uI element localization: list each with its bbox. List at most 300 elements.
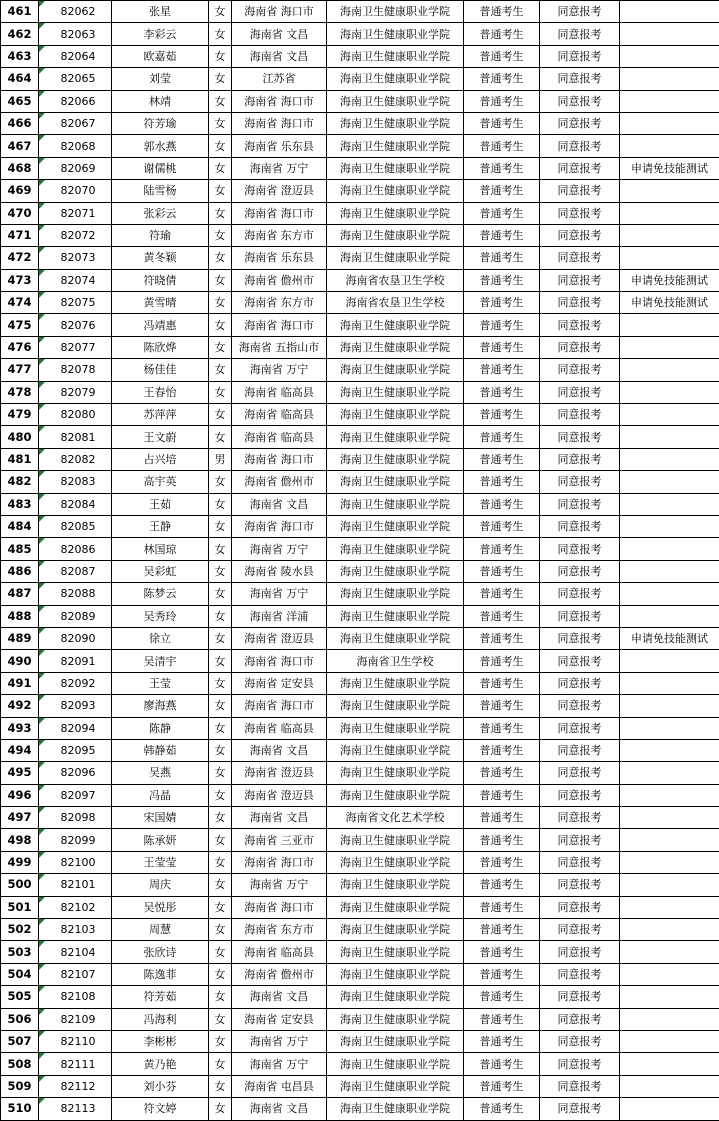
type-cell[interactable]: 普通考生 xyxy=(464,493,540,515)
seq-cell[interactable]: 504 xyxy=(1,963,39,985)
id-cell[interactable] xyxy=(39,941,112,963)
seq-cell[interactable]: 476 xyxy=(1,336,39,358)
type-cell[interactable]: 普通考生 xyxy=(464,314,540,336)
type-cell[interactable]: 普通考生 xyxy=(464,1,540,23)
id-cell[interactable] xyxy=(39,672,112,694)
seq-cell[interactable]: 495 xyxy=(1,762,39,784)
consent-cell[interactable]: 同意报考 xyxy=(540,605,620,627)
type-cell[interactable]: 普通考生 xyxy=(464,896,540,918)
school-cell[interactable]: 海南卫生健康职业学院 xyxy=(327,829,464,851)
id-cell[interactable] xyxy=(39,135,112,157)
consent-cell[interactable]: 同意报考 xyxy=(540,448,620,470)
id-cell[interactable] xyxy=(39,560,112,582)
school-cell[interactable]: 海南卫生健康职业学院 xyxy=(327,851,464,873)
gender-cell[interactable]: 女 xyxy=(209,941,232,963)
id-cell[interactable] xyxy=(39,1053,112,1075)
id-cell[interactable] xyxy=(39,247,112,269)
region-cell[interactable]: 海南省 临高县 xyxy=(232,717,327,739)
id-cell[interactable] xyxy=(39,1008,112,1030)
type-cell[interactable]: 普通考生 xyxy=(464,717,540,739)
school-cell[interactable]: 海南卫生健康职业学院 xyxy=(327,90,464,112)
note-cell[interactable] xyxy=(620,739,719,761)
gender-cell[interactable]: 女 xyxy=(209,224,232,246)
consent-cell[interactable]: 同意报考 xyxy=(540,157,620,179)
region-cell[interactable]: 海南省 文昌 xyxy=(232,45,327,67)
school-cell[interactable]: 海南卫生健康职业学院 xyxy=(327,986,464,1008)
id-cell[interactable] xyxy=(39,359,112,381)
name-cell[interactable]: 张彩云 xyxy=(112,202,209,224)
name-cell[interactable]: 符晓倩 xyxy=(112,269,209,291)
seq-cell[interactable]: 479 xyxy=(1,404,39,426)
region-cell[interactable]: 海南省 陵水县 xyxy=(232,560,327,582)
gender-cell[interactable]: 女 xyxy=(209,874,232,896)
id-cell[interactable] xyxy=(39,1030,112,1052)
region-cell[interactable]: 海南省 海口市 xyxy=(232,1,327,23)
gender-cell[interactable]: 女 xyxy=(209,650,232,672)
region-cell[interactable]: 海南省 屯昌县 xyxy=(232,1075,327,1097)
gender-cell[interactable]: 女 xyxy=(209,426,232,448)
note-cell[interactable] xyxy=(620,605,719,627)
id-cell[interactable] xyxy=(39,627,112,649)
type-cell[interactable]: 普通考生 xyxy=(464,829,540,851)
consent-cell[interactable]: 同意报考 xyxy=(540,112,620,134)
consent-cell[interactable]: 同意报考 xyxy=(540,807,620,829)
region-cell[interactable]: 海南省 三亚市 xyxy=(232,829,327,851)
type-cell[interactable]: 普通考生 xyxy=(464,919,540,941)
name-cell[interactable]: 林靖 xyxy=(112,90,209,112)
name-cell[interactable]: 王文蔚 xyxy=(112,426,209,448)
name-cell[interactable]: 占兴培 xyxy=(112,448,209,470)
seq-cell[interactable]: 467 xyxy=(1,135,39,157)
id-cell[interactable] xyxy=(39,68,112,90)
name-cell[interactable]: 冯晶 xyxy=(112,784,209,806)
school-cell[interactable]: 海南卫生健康职业学院 xyxy=(327,896,464,918)
consent-cell[interactable]: 同意报考 xyxy=(540,45,620,67)
name-cell[interactable]: 张欣诗 xyxy=(112,941,209,963)
type-cell[interactable]: 普通考生 xyxy=(464,269,540,291)
consent-cell[interactable]: 同意报考 xyxy=(540,269,620,291)
name-cell[interactable]: 刘莹 xyxy=(112,68,209,90)
type-cell[interactable]: 普通考生 xyxy=(464,247,540,269)
consent-cell[interactable]: 同意报考 xyxy=(540,292,620,314)
region-cell[interactable]: 海南省 五指山市 xyxy=(232,336,327,358)
type-cell[interactable]: 普通考生 xyxy=(464,90,540,112)
gender-cell[interactable]: 女 xyxy=(209,1,232,23)
type-cell[interactable]: 普通考生 xyxy=(464,224,540,246)
note-cell[interactable] xyxy=(620,426,719,448)
seq-cell[interactable]: 503 xyxy=(1,941,39,963)
gender-cell[interactable]: 女 xyxy=(209,68,232,90)
id-cell[interactable] xyxy=(39,112,112,134)
consent-cell[interactable]: 同意报考 xyxy=(540,919,620,941)
school-cell[interactable]: 海南卫生健康职业学院 xyxy=(327,68,464,90)
region-cell[interactable]: 海南省 乐东县 xyxy=(232,247,327,269)
school-cell[interactable]: 海南卫生健康职业学院 xyxy=(327,381,464,403)
name-cell[interactable]: 王茹 xyxy=(112,493,209,515)
region-cell[interactable]: 海南省 定安县 xyxy=(232,672,327,694)
name-cell[interactable]: 韩静茹 xyxy=(112,739,209,761)
seq-cell[interactable]: 501 xyxy=(1,896,39,918)
region-cell[interactable]: 海南省 文昌 xyxy=(232,493,327,515)
seq-cell[interactable]: 499 xyxy=(1,851,39,873)
note-cell[interactable] xyxy=(620,336,719,358)
school-cell[interactable]: 海南卫生健康职业学院 xyxy=(327,404,464,426)
region-cell[interactable]: 海南省 东方市 xyxy=(232,292,327,314)
type-cell[interactable]: 普通考生 xyxy=(464,292,540,314)
note-cell[interactable] xyxy=(620,1053,719,1075)
seq-cell[interactable]: 474 xyxy=(1,292,39,314)
gender-cell[interactable]: 女 xyxy=(209,359,232,381)
note-cell[interactable] xyxy=(620,874,719,896)
gender-cell[interactable]: 女 xyxy=(209,202,232,224)
id-cell[interactable] xyxy=(39,807,112,829)
seq-cell[interactable]: 490 xyxy=(1,650,39,672)
type-cell[interactable]: 普通考生 xyxy=(464,23,540,45)
school-cell[interactable]: 海南卫生健康职业学院 xyxy=(327,627,464,649)
school-cell[interactable]: 海南卫生健康职业学院 xyxy=(327,672,464,694)
type-cell[interactable]: 普通考生 xyxy=(464,1053,540,1075)
gender-cell[interactable]: 女 xyxy=(209,963,232,985)
consent-cell[interactable]: 同意报考 xyxy=(540,515,620,537)
region-cell[interactable]: 海南省 澄迈县 xyxy=(232,180,327,202)
note-cell[interactable] xyxy=(620,650,719,672)
region-cell[interactable]: 海南省 文昌 xyxy=(232,739,327,761)
school-cell[interactable]: 海南省农垦卫生学校 xyxy=(327,269,464,291)
name-cell[interactable]: 陈梦云 xyxy=(112,583,209,605)
name-cell[interactable]: 周慧 xyxy=(112,919,209,941)
school-cell[interactable]: 海南卫生健康职业学院 xyxy=(327,45,464,67)
name-cell[interactable]: 张星 xyxy=(112,1,209,23)
school-cell[interactable]: 海南卫生健康职业学院 xyxy=(327,762,464,784)
name-cell[interactable]: 冯海利 xyxy=(112,1008,209,1030)
seq-cell[interactable]: 472 xyxy=(1,247,39,269)
gender-cell[interactable]: 女 xyxy=(209,583,232,605)
note-cell[interactable] xyxy=(620,807,719,829)
id-cell[interactable] xyxy=(39,739,112,761)
id-cell[interactable] xyxy=(39,1098,112,1120)
consent-cell[interactable]: 同意报考 xyxy=(540,963,620,985)
name-cell[interactable]: 吴清宇 xyxy=(112,650,209,672)
region-cell[interactable]: 江苏省 xyxy=(232,68,327,90)
note-cell[interactable] xyxy=(620,68,719,90)
name-cell[interactable]: 符芳茹 xyxy=(112,986,209,1008)
id-cell[interactable] xyxy=(39,90,112,112)
note-cell[interactable] xyxy=(620,1008,719,1030)
school-cell[interactable]: 海南卫生健康职业学院 xyxy=(327,739,464,761)
region-cell[interactable]: 海南省 澄迈县 xyxy=(232,784,327,806)
gender-cell[interactable]: 女 xyxy=(209,717,232,739)
region-cell[interactable]: 海南省 洋浦 xyxy=(232,605,327,627)
name-cell[interactable]: 符芳瑜 xyxy=(112,112,209,134)
type-cell[interactable]: 普通考生 xyxy=(464,381,540,403)
region-cell[interactable]: 海南省 万宁 xyxy=(232,583,327,605)
seq-cell[interactable]: 509 xyxy=(1,1075,39,1097)
gender-cell[interactable]: 女 xyxy=(209,829,232,851)
gender-cell[interactable]: 女 xyxy=(209,135,232,157)
seq-cell[interactable]: 480 xyxy=(1,426,39,448)
seq-cell[interactable]: 485 xyxy=(1,538,39,560)
gender-cell[interactable]: 女 xyxy=(209,739,232,761)
consent-cell[interactable]: 同意报考 xyxy=(540,23,620,45)
region-cell[interactable]: 海南省 海口市 xyxy=(232,650,327,672)
gender-cell[interactable]: 女 xyxy=(209,157,232,179)
gender-cell[interactable]: 女 xyxy=(209,23,232,45)
note-cell[interactable] xyxy=(620,1098,719,1120)
consent-cell[interactable]: 同意报考 xyxy=(540,695,620,717)
consent-cell[interactable]: 同意报考 xyxy=(540,180,620,202)
note-cell[interactable] xyxy=(620,314,719,336)
id-cell[interactable] xyxy=(39,426,112,448)
id-cell[interactable] xyxy=(39,896,112,918)
region-cell[interactable]: 海南省 文昌 xyxy=(232,986,327,1008)
school-cell[interactable]: 海南省文化艺术学校 xyxy=(327,807,464,829)
region-cell[interactable]: 海南省 海口市 xyxy=(232,90,327,112)
note-cell[interactable]: 申请免技能测试 xyxy=(620,157,719,179)
school-cell[interactable]: 海南卫生健康职业学院 xyxy=(327,112,464,134)
region-cell[interactable]: 海南省 海口市 xyxy=(232,314,327,336)
consent-cell[interactable]: 同意报考 xyxy=(540,1030,620,1052)
note-cell[interactable] xyxy=(620,23,719,45)
region-cell[interactable]: 海南省 万宁 xyxy=(232,538,327,560)
id-cell[interactable] xyxy=(39,224,112,246)
region-cell[interactable]: 海南省 临高县 xyxy=(232,941,327,963)
consent-cell[interactable]: 同意报考 xyxy=(540,560,620,582)
gender-cell[interactable]: 女 xyxy=(209,1075,232,1097)
region-cell[interactable]: 海南省 文昌 xyxy=(232,807,327,829)
id-cell[interactable] xyxy=(39,493,112,515)
school-cell[interactable]: 海南卫生健康职业学院 xyxy=(327,1030,464,1052)
consent-cell[interactable]: 同意报考 xyxy=(540,941,620,963)
school-cell[interactable]: 海南卫生健康职业学院 xyxy=(327,314,464,336)
consent-cell[interactable]: 同意报考 xyxy=(540,896,620,918)
note-cell[interactable] xyxy=(620,1,719,23)
gender-cell[interactable]: 女 xyxy=(209,1098,232,1120)
id-cell[interactable] xyxy=(39,538,112,560)
type-cell[interactable]: 普通考生 xyxy=(464,627,540,649)
note-cell[interactable] xyxy=(620,135,719,157)
seq-cell[interactable]: 475 xyxy=(1,314,39,336)
note-cell[interactable] xyxy=(620,359,719,381)
consent-cell[interactable]: 同意报考 xyxy=(540,381,620,403)
name-cell[interactable]: 陈承妍 xyxy=(112,829,209,851)
region-cell[interactable]: 海南省 海口市 xyxy=(232,448,327,470)
gender-cell[interactable]: 女 xyxy=(209,90,232,112)
name-cell[interactable]: 黄雪晴 xyxy=(112,292,209,314)
name-cell[interactable]: 陆雪杨 xyxy=(112,180,209,202)
consent-cell[interactable]: 同意报考 xyxy=(540,538,620,560)
school-cell[interactable]: 海南卫生健康职业学院 xyxy=(327,538,464,560)
seq-cell[interactable]: 477 xyxy=(1,359,39,381)
seq-cell[interactable]: 461 xyxy=(1,1,39,23)
type-cell[interactable]: 普通考生 xyxy=(464,112,540,134)
gender-cell[interactable]: 女 xyxy=(209,515,232,537)
seq-cell[interactable]: 489 xyxy=(1,627,39,649)
school-cell[interactable]: 海南省卫生学校 xyxy=(327,650,464,672)
school-cell[interactable]: 海南卫生健康职业学院 xyxy=(327,1075,464,1097)
note-cell[interactable] xyxy=(620,1030,719,1052)
seq-cell[interactable]: 473 xyxy=(1,269,39,291)
name-cell[interactable]: 林国琼 xyxy=(112,538,209,560)
consent-cell[interactable]: 同意报考 xyxy=(540,471,620,493)
region-cell[interactable]: 海南省 海口市 xyxy=(232,695,327,717)
note-cell[interactable] xyxy=(620,717,719,739)
type-cell[interactable]: 普通考生 xyxy=(464,583,540,605)
region-cell[interactable]: 海南省 定安县 xyxy=(232,1008,327,1030)
type-cell[interactable]: 普通考生 xyxy=(464,1098,540,1120)
note-cell[interactable] xyxy=(620,404,719,426)
id-cell[interactable] xyxy=(39,986,112,1008)
id-cell[interactable] xyxy=(39,314,112,336)
type-cell[interactable]: 普通考生 xyxy=(464,471,540,493)
seq-cell[interactable]: 500 xyxy=(1,874,39,896)
note-cell[interactable] xyxy=(620,851,719,873)
consent-cell[interactable]: 同意报考 xyxy=(540,493,620,515)
note-cell[interactable] xyxy=(620,963,719,985)
seq-cell[interactable]: 483 xyxy=(1,493,39,515)
note-cell[interactable] xyxy=(620,112,719,134)
name-cell[interactable]: 吴燕 xyxy=(112,762,209,784)
id-cell[interactable] xyxy=(39,515,112,537)
consent-cell[interactable]: 同意报考 xyxy=(540,202,620,224)
name-cell[interactable]: 欧嘉茹 xyxy=(112,45,209,67)
type-cell[interactable]: 普通考生 xyxy=(464,1008,540,1030)
school-cell[interactable]: 海南卫生健康职业学院 xyxy=(327,157,464,179)
gender-cell[interactable]: 女 xyxy=(209,45,232,67)
consent-cell[interactable]: 同意报考 xyxy=(540,314,620,336)
consent-cell[interactable]: 同意报考 xyxy=(540,90,620,112)
type-cell[interactable]: 普通考生 xyxy=(464,157,540,179)
school-cell[interactable]: 海南卫生健康职业学院 xyxy=(327,359,464,381)
seq-cell[interactable]: 463 xyxy=(1,45,39,67)
id-cell[interactable] xyxy=(39,762,112,784)
gender-cell[interactable]: 女 xyxy=(209,784,232,806)
note-cell[interactable] xyxy=(620,90,719,112)
note-cell[interactable] xyxy=(620,829,719,851)
gender-cell[interactable]: 女 xyxy=(209,672,232,694)
gender-cell[interactable]: 女 xyxy=(209,986,232,1008)
name-cell[interactable]: 廖海燕 xyxy=(112,695,209,717)
gender-cell[interactable]: 女 xyxy=(209,471,232,493)
consent-cell[interactable]: 同意报考 xyxy=(540,359,620,381)
gender-cell[interactable]: 女 xyxy=(209,851,232,873)
id-cell[interactable] xyxy=(39,1,112,23)
name-cell[interactable]: 符文婷 xyxy=(112,1098,209,1120)
gender-cell[interactable]: 女 xyxy=(209,247,232,269)
name-cell[interactable]: 徐立 xyxy=(112,627,209,649)
type-cell[interactable]: 普通考生 xyxy=(464,448,540,470)
school-cell[interactable]: 海南卫生健康职业学院 xyxy=(327,247,464,269)
id-cell[interactable] xyxy=(39,180,112,202)
type-cell[interactable]: 普通考生 xyxy=(464,874,540,896)
school-cell[interactable]: 海南卫生健康职业学院 xyxy=(327,515,464,537)
region-cell[interactable]: 海南省 海口市 xyxy=(232,202,327,224)
consent-cell[interactable]: 同意报考 xyxy=(540,1,620,23)
id-cell[interactable] xyxy=(39,963,112,985)
region-cell[interactable]: 海南省 澄迈县 xyxy=(232,762,327,784)
gender-cell[interactable]: 女 xyxy=(209,314,232,336)
gender-cell[interactable]: 女 xyxy=(209,538,232,560)
name-cell[interactable]: 杨佳佳 xyxy=(112,359,209,381)
type-cell[interactable]: 普通考生 xyxy=(464,784,540,806)
gender-cell[interactable]: 女 xyxy=(209,404,232,426)
school-cell[interactable]: 海南卫生健康职业学院 xyxy=(327,493,464,515)
gender-cell[interactable]: 女 xyxy=(209,292,232,314)
region-cell[interactable]: 海南省 儋州市 xyxy=(232,963,327,985)
type-cell[interactable]: 普通考生 xyxy=(464,404,540,426)
note-cell[interactable] xyxy=(620,1075,719,1097)
school-cell[interactable]: 海南卫生健康职业学院 xyxy=(327,784,464,806)
name-cell[interactable]: 黄乃艳 xyxy=(112,1053,209,1075)
seq-cell[interactable]: 493 xyxy=(1,717,39,739)
note-cell[interactable] xyxy=(620,538,719,560)
note-cell[interactable] xyxy=(620,381,719,403)
consent-cell[interactable]: 同意报考 xyxy=(540,851,620,873)
id-cell[interactable] xyxy=(39,605,112,627)
name-cell[interactable]: 刘小芬 xyxy=(112,1075,209,1097)
name-cell[interactable]: 王莹莹 xyxy=(112,851,209,873)
note-cell[interactable] xyxy=(620,493,719,515)
name-cell[interactable]: 陈逸菲 xyxy=(112,963,209,985)
type-cell[interactable]: 普通考生 xyxy=(464,695,540,717)
region-cell[interactable]: 海南省 临高县 xyxy=(232,381,327,403)
consent-cell[interactable]: 同意报考 xyxy=(540,404,620,426)
type-cell[interactable]: 普通考生 xyxy=(464,672,540,694)
seq-cell[interactable]: 497 xyxy=(1,807,39,829)
type-cell[interactable]: 普通考生 xyxy=(464,986,540,1008)
region-cell[interactable]: 海南省 东方市 xyxy=(232,224,327,246)
seq-cell[interactable]: 471 xyxy=(1,224,39,246)
school-cell[interactable]: 海南卫生健康职业学院 xyxy=(327,448,464,470)
type-cell[interactable]: 普通考生 xyxy=(464,336,540,358)
note-cell[interactable]: 申请免技能测试 xyxy=(620,627,719,649)
type-cell[interactable]: 普通考生 xyxy=(464,45,540,67)
school-cell[interactable]: 海南卫生健康职业学院 xyxy=(327,874,464,896)
region-cell[interactable]: 海南省 万宁 xyxy=(232,1053,327,1075)
consent-cell[interactable]: 同意报考 xyxy=(540,627,620,649)
note-cell[interactable] xyxy=(620,180,719,202)
consent-cell[interactable]: 同意报考 xyxy=(540,986,620,1008)
gender-cell[interactable]: 女 xyxy=(209,762,232,784)
consent-cell[interactable]: 同意报考 xyxy=(540,874,620,896)
seq-cell[interactable]: 478 xyxy=(1,381,39,403)
consent-cell[interactable]: 同意报考 xyxy=(540,224,620,246)
consent-cell[interactable]: 同意报考 xyxy=(540,717,620,739)
name-cell[interactable]: 谢儒桃 xyxy=(112,157,209,179)
region-cell[interactable]: 海南省 万宁 xyxy=(232,1030,327,1052)
consent-cell[interactable]: 同意报考 xyxy=(540,739,620,761)
name-cell[interactable]: 苏萍萍 xyxy=(112,404,209,426)
school-cell[interactable]: 海南卫生健康职业学院 xyxy=(327,23,464,45)
id-cell[interactable] xyxy=(39,717,112,739)
seq-cell[interactable]: 486 xyxy=(1,560,39,582)
region-cell[interactable]: 海南省 澄迈县 xyxy=(232,627,327,649)
type-cell[interactable]: 普通考生 xyxy=(464,851,540,873)
name-cell[interactable]: 冯靖惠 xyxy=(112,314,209,336)
id-cell[interactable] xyxy=(39,336,112,358)
region-cell[interactable]: 海南省 海口市 xyxy=(232,896,327,918)
note-cell[interactable] xyxy=(620,471,719,493)
name-cell[interactable]: 王莹 xyxy=(112,672,209,694)
id-cell[interactable] xyxy=(39,292,112,314)
school-cell[interactable]: 海南卫生健康职业学院 xyxy=(327,202,464,224)
gender-cell[interactable]: 女 xyxy=(209,493,232,515)
name-cell[interactable]: 吴悦彤 xyxy=(112,896,209,918)
school-cell[interactable]: 海南卫生健康职业学院 xyxy=(327,135,464,157)
gender-cell[interactable]: 女 xyxy=(209,269,232,291)
school-cell[interactable]: 海南卫生健康职业学院 xyxy=(327,695,464,717)
note-cell[interactable] xyxy=(620,919,719,941)
name-cell[interactable]: 黄冬颖 xyxy=(112,247,209,269)
